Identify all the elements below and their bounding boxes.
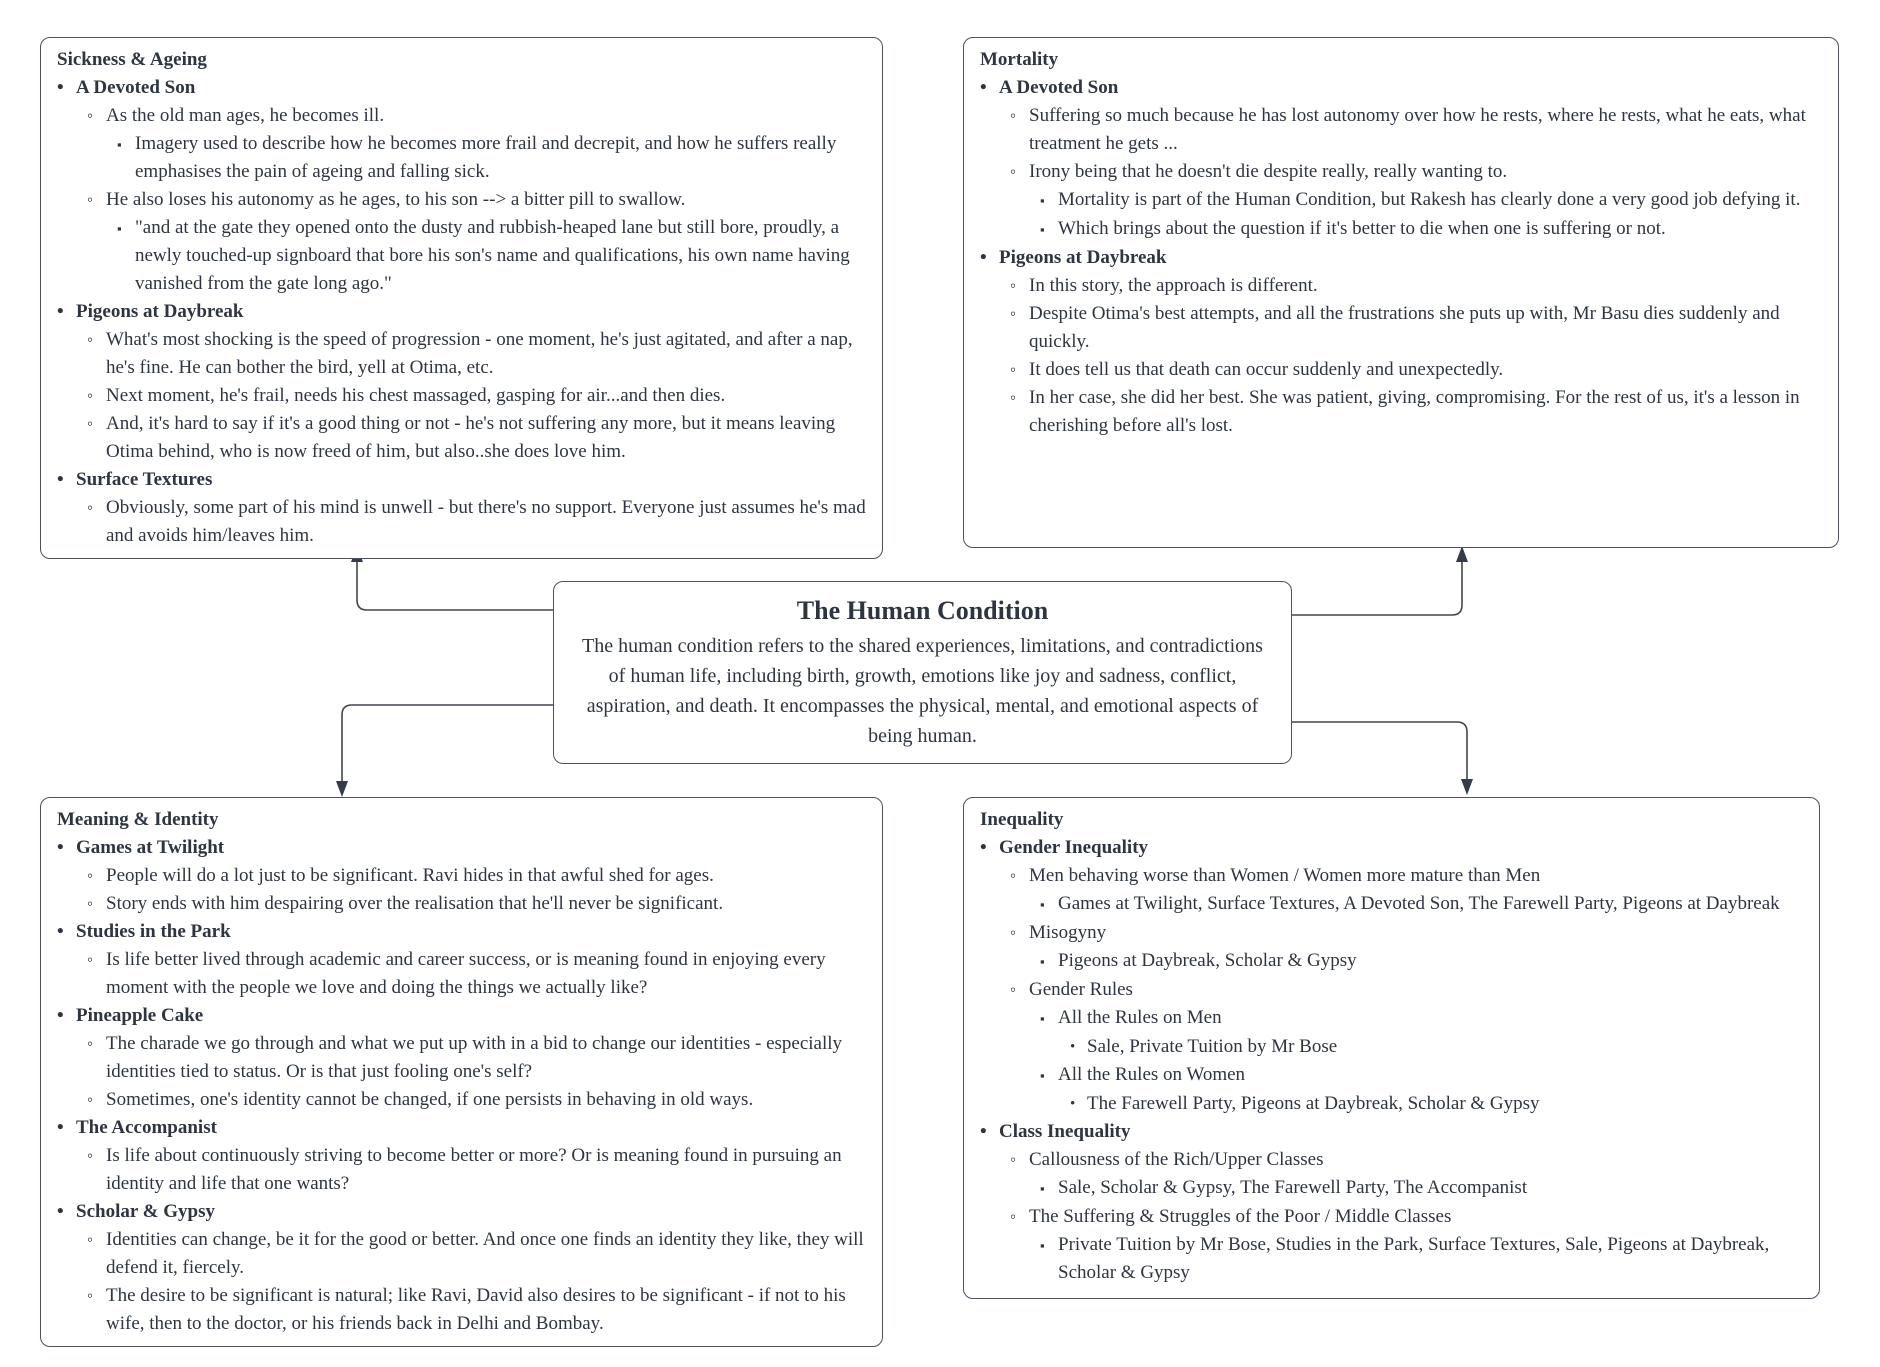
list-item (974, 1203, 1805, 1231)
list-item-text: Obviously, some part of his mind is unwell - but there's no support. Everyone just assumes he's mad and avoids him/leaves him. (106, 497, 866, 546)
arrowhead-down-left (336, 781, 348, 797)
list-item-text: Private Tuition by Mr Bose, Studies in the Park, Surface Textures, Sale, Pigeons at Daybreak, Scholar & Gypsy (1058, 1234, 1770, 1283)
list-item (974, 947, 1805, 976)
list-item-text: Surface Textures (76, 469, 213, 490)
list-item-text: A Devoted Son (76, 77, 196, 98)
bullet-marker: ◦ (1010, 866, 1017, 885)
list-item-text: Pigeons at Daybreak (999, 247, 1167, 268)
list-item (974, 862, 1805, 890)
list-item-text: Mortality is part of the Human Condition, but Rakesh has clearly done a very good job defying it. (1058, 189, 1801, 210)
list-item-text: Imagery used to describe how he becomes more frail and decrepit, and how he suffers really emphasises the pain of ageing and falling sick. (135, 133, 837, 182)
bullet-marker: ◦ (87, 866, 94, 885)
bullet-marker: ▪ (1040, 954, 1045, 969)
bullet-marker: • (57, 837, 64, 858)
list-item-text: He also loses his autonomy as he ages, to his son --> a bitter pill to swallow. (106, 189, 686, 210)
list-item (974, 1033, 1805, 1061)
topic-box-meaning-identity (40, 797, 883, 1347)
bullet-marker: ◦ (1010, 304, 1017, 323)
list-item-text: Sale, Scholar & Gypsy, The Farewell Party, The Accompanist (1058, 1177, 1528, 1198)
bullet-marker: ◦ (87, 894, 94, 913)
box-title: Mortality (980, 49, 1059, 70)
list-item (51, 130, 868, 186)
list-item (974, 1118, 1805, 1146)
bullet-marker: ◦ (87, 414, 94, 433)
list-item-text: The desire to be significant is natural; like Ravi, David also desires to be significant - if not to his wife, then to the doctor, or his friends back in Delhi and Bombay. (106, 1285, 846, 1334)
bullet-marker: ◦ (1010, 1150, 1017, 1169)
bullet-marker: ▪ (117, 221, 122, 236)
list-item (51, 410, 868, 466)
list-item (974, 186, 1824, 215)
list-item (51, 326, 868, 382)
list-item-text: Sale, Private Tuition by Mr Bose (1087, 1036, 1338, 1057)
list-item-text: The Suffering & Struggles of the Poor / Middle Classes (1029, 1206, 1452, 1227)
list-item (51, 494, 868, 550)
list-item-text: Men behaving worse than Women / Women more mature than Men (1029, 865, 1541, 886)
list-item-text: Pigeons at Daybreak, Scholar & Gypsy (1058, 950, 1357, 971)
list-item (974, 102, 1824, 158)
bullet-marker: ◦ (1010, 106, 1017, 125)
bullet-marker: • (980, 77, 987, 98)
box-title: Inequality (980, 809, 1064, 830)
list-item-text: The Accompanist (76, 1117, 217, 1138)
list-item (51, 1030, 868, 1086)
list-item-text: Suffering so much because he has lost autonomy over how he rests, where he rests, what he eats, what treatment he gets ... (1029, 105, 1806, 154)
list-item-text: Games at Twilight, Surface Textures, A Devoted Son, The Farewell Party, Pigeons at Daybreak (1058, 893, 1780, 914)
bullet-marker: • (57, 301, 64, 322)
bullet-marker: ▪ (117, 137, 122, 152)
bullet-marker: • (57, 921, 64, 942)
bullet-marker: ▪ (1040, 193, 1045, 208)
list-item-text: Gender Rules (1029, 979, 1133, 1000)
bullet-marker: ◦ (87, 386, 94, 405)
list-item-text: Studies in the Park (76, 921, 231, 942)
list-item-text: Which brings about the question if it's better to die when one is suffering or not. (1058, 218, 1666, 239)
box-item-list (974, 74, 1824, 440)
list-item (974, 890, 1805, 919)
arrowhead-down-right (1461, 779, 1473, 795)
list-item-text: Games at Twilight (76, 837, 225, 858)
list-item (51, 946, 868, 1002)
bullet-marker: ◦ (1010, 388, 1017, 407)
list-item (974, 158, 1824, 186)
list-item-text: "and at the gate they opened onto the dusty and rubbish-heaped lane but still bore, proudly, a newly touched-up signboard that bore his son's name and qualifications, his own name having vanished from the gate long ago." (135, 217, 850, 294)
list-item (51, 890, 868, 918)
bullet-marker: • (57, 77, 64, 98)
list-item-text: All the Rules on Women (1058, 1064, 1246, 1085)
list-item (51, 214, 868, 298)
list-item-text: As the old man ages, he becomes ill. (106, 105, 385, 126)
bullet-marker: ◦ (87, 498, 94, 517)
bullet-marker: • (1070, 1039, 1076, 1055)
list-item (51, 1002, 868, 1030)
list-item-text: Scholar & Gypsy (76, 1201, 216, 1222)
box-title: Meaning & Identity (57, 809, 219, 830)
bullet-marker: • (1070, 1096, 1076, 1112)
list-item-text: In this story, the approach is different. (1029, 275, 1318, 296)
bullet-marker: • (57, 1117, 64, 1138)
list-item-text: Misogyny (1029, 922, 1107, 943)
list-item (51, 1198, 868, 1226)
topic-box-inequality (963, 797, 1820, 1299)
list-item-text: A Devoted Son (999, 77, 1119, 98)
list-item-text: Callousness of the Rich/Upper Classes (1029, 1149, 1324, 1170)
list-item (974, 1004, 1805, 1033)
bullet-marker: ◦ (1010, 923, 1017, 942)
bullet-marker: ▪ (1040, 222, 1045, 237)
list-item (974, 1061, 1805, 1090)
list-item-text: Is life about continuously striving to become better or more? Or is meaning found in pursuing an identity and life that one wants? (106, 1145, 842, 1194)
list-item (974, 384, 1824, 440)
list-item-text: Next moment, he's frail, needs his chest massaged, gasping for air...and then dies. (106, 385, 726, 406)
list-item-text: Gender Inequality (999, 837, 1149, 858)
bullet-marker: ◦ (87, 950, 94, 969)
bullet-marker: ◦ (87, 1146, 94, 1165)
list-item (51, 1086, 868, 1114)
box-item-list (974, 834, 1805, 1287)
bullet-marker: • (980, 247, 987, 268)
list-item (51, 382, 868, 410)
list-item (51, 74, 868, 102)
box-item-list (51, 834, 868, 1338)
list-item (974, 244, 1824, 272)
list-item-text: Is life better lived through academic and career success, or is meaning found in enjoying every moment with the people we love and doing the things we actually like? (106, 949, 826, 998)
box-title: Sickness & Ageing (57, 49, 207, 70)
list-item (974, 74, 1824, 102)
box-item-list (51, 74, 868, 550)
list-item (974, 215, 1824, 244)
bullet-marker: ◦ (87, 1090, 94, 1109)
list-item (51, 186, 868, 214)
central-node-title: The Human Condition (796, 596, 1049, 625)
list-item (51, 862, 868, 890)
list-item-text: And, it's hard to say if it's a good thing or not - he's not suffering any more, but it means leaving Otima behind, who is now freed of him, but also..she does love him. (106, 413, 836, 462)
bullet-marker: • (980, 1121, 987, 1142)
list-item-text: The Farewell Party, Pigeons at Daybreak, Scholar & Gypsy (1087, 1093, 1540, 1114)
list-item (974, 1231, 1805, 1287)
list-item (51, 102, 868, 130)
bullet-marker: ▪ (1040, 1068, 1045, 1083)
bullet-marker: ◦ (87, 190, 94, 209)
topic-box-sickness-ageing (40, 37, 883, 559)
bullet-marker: ◦ (1010, 162, 1017, 181)
list-item (51, 1142, 868, 1198)
bullet-marker: ◦ (87, 330, 94, 349)
bullet-marker: ◦ (87, 1230, 94, 1249)
list-item (974, 976, 1805, 1004)
list-item (51, 834, 868, 862)
connector-bottom-right (1292, 722, 1467, 783)
list-item-text: In her case, she did her best. She was patient, giving, compromising. For the rest of us, it's a lesson in cherishing before all's lost. (1029, 387, 1800, 436)
bullet-marker: ◦ (87, 1286, 94, 1305)
connector-bottom-left (342, 705, 553, 785)
list-item (974, 356, 1824, 384)
bullet-marker: • (980, 837, 987, 858)
list-item (974, 1174, 1805, 1203)
list-item (51, 466, 868, 494)
list-item (51, 298, 868, 326)
list-item-text: What's most shocking is the speed of progression - one moment, he's just agitated, and after a nap, he's fine. He can bother the bird, yell at Otima, etc. (106, 329, 853, 378)
bullet-marker: ◦ (87, 1034, 94, 1053)
bullet-marker: ◦ (1010, 980, 1017, 999)
list-item-text: Despite Otima's best attempts, and all the frustrations she puts up with, Mr Basu dies suddenly and quickly. (1029, 303, 1780, 352)
list-item (974, 300, 1824, 356)
list-item-text: All the Rules on Men (1058, 1007, 1222, 1028)
list-item-text: Class Inequality (999, 1121, 1131, 1142)
bullet-marker: ◦ (1010, 1207, 1017, 1226)
arrowhead-up-right (1456, 546, 1468, 562)
bullet-marker: ▪ (1040, 1011, 1045, 1026)
bullet-marker: ▪ (1040, 1181, 1045, 1196)
topic-box-mortality (963, 37, 1839, 548)
list-item-text: Sometimes, one's identity cannot be changed, if one persists in behaving in old ways. (106, 1089, 754, 1110)
list-item-text: It does tell us that death can occur suddenly and unexpectedly. (1029, 359, 1504, 380)
list-item-text: Irony being that he doesn't die despite really, really wanting to. (1029, 161, 1508, 182)
list-item (974, 272, 1824, 300)
connector-top-left (357, 558, 553, 610)
list-item-text: Story ends with him despairing over the realisation that he'll never be significant. (106, 893, 724, 914)
list-item (974, 1146, 1805, 1174)
list-item (974, 1090, 1805, 1118)
bullet-marker: ▪ (1040, 897, 1045, 912)
bullet-marker: • (57, 1201, 64, 1222)
list-item-text: Pigeons at Daybreak (76, 301, 244, 322)
list-item (51, 1282, 868, 1338)
bullet-marker: ▪ (1040, 1238, 1045, 1253)
connector-top-right (1292, 558, 1462, 615)
central-node-description: The human condition refers to the shared experiences, limitations, and contradictions of human life, including birth, growth, emotions like joy and sadness, conflict, aspiration, and death. It encompasses the physical, mental, and emotional aspects of being human. (582, 635, 1263, 747)
list-item-text: People will do a lot just to be significant. Ravi hides in that awful shed for ages. (106, 865, 714, 886)
list-item (51, 918, 868, 946)
bullet-marker: ◦ (87, 106, 94, 125)
bullet-marker: ◦ (1010, 276, 1017, 295)
list-item (974, 834, 1805, 862)
list-item-text: Pineapple Cake (76, 1005, 204, 1026)
bullet-marker: • (57, 1005, 64, 1026)
list-item-text: The charade we go through and what we put up with in a bid to change our identities - especially identities tied to status. Or is that just fooling one's self? (106, 1033, 843, 1082)
bullet-marker: ◦ (1010, 360, 1017, 379)
bullet-marker: • (57, 469, 64, 490)
list-item-text: Identities can change, be it for the good or better. And once one finds an identity they like, they will defend it, fiercely. (106, 1229, 864, 1278)
list-item (51, 1226, 868, 1282)
list-item (974, 919, 1805, 947)
central-node (553, 581, 1292, 764)
list-item (51, 1114, 868, 1142)
